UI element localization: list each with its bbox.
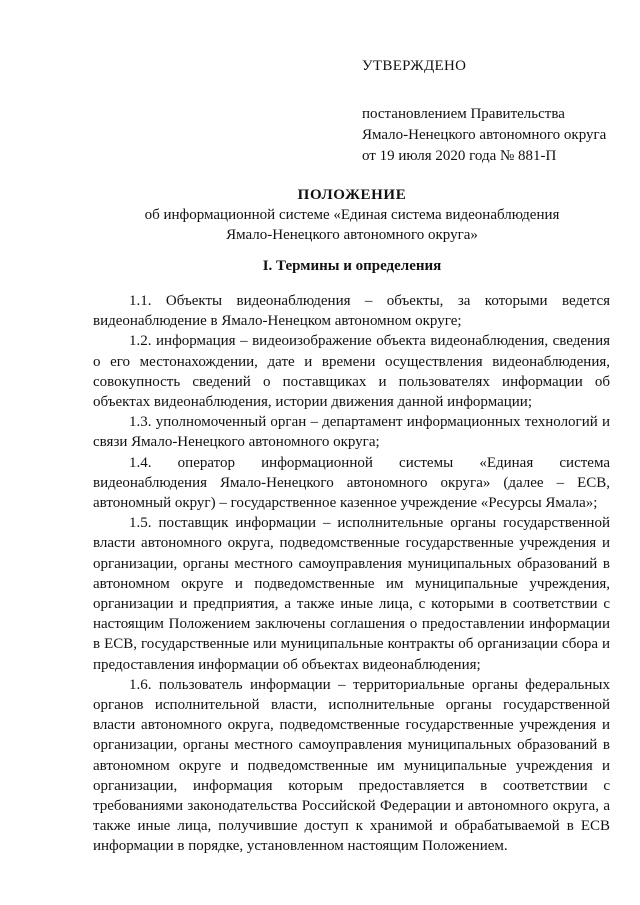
approval-stamp <box>362 56 606 167</box>
section-heading: I. Термины и определения <box>262 258 442 274</box>
document-title-block <box>92 185 612 245</box>
approved-label: УТВЕРЖДЕНО <box>362 58 467 74</box>
approval-authority-line: Ямало-Ненецкого автономного округа <box>362 127 607 143</box>
document-subtitle-line-1: об информационной системе «Единая система видеонаблюдения <box>144 207 560 223</box>
paragraph-1-5: 1.5. поставщик информации – исполнительные органы государственной власти автономного округа, подведомственные государственные учреждения и организации, органы местного самоуправления муниципальных образований в автономном округе и подведомственные им муниципальные учреждения, организации и предприятия, а также иные лица, с которыми в соответствии с настоящим Положением заключены соглашения о предоставлении информации в ЕСВ, государственные или муниципальные контракты об организации сбора и предоставления информации об объектах видеонаблюдения; <box>93 515 610 673</box>
document-subtitle-line-2: Ямало-Ненецкого автономного округа» <box>226 227 478 243</box>
paragraph-1-4: 1.4. оператор информационной системы «Единая система видеонаблюдения Ямало-Ненецкого автономного округа» (далее – ЕСВ, автономный округ) – государственное казенное учреждение «Ресурсы Ямала»; <box>93 454 610 512</box>
paragraph-1-1: 1.1. Объекты видеонаблюдения – объекты, за которыми ведется видеонаблюдение в Ямало-Ненецком автономном округе; <box>93 293 610 330</box>
document-body <box>93 291 610 857</box>
approval-resolution-line: постановлением Правительства <box>362 106 565 122</box>
paragraph-1-3: 1.3. уполномоченный орган – департамент информационных технологий и связи Ямало-Ненецкого автономного округа; <box>93 414 610 451</box>
paragraph-1-6: 1.6. пользователь информации – территориальные органы федеральных органов исполнительной власти, исполнительные органы государственной власти автономного округа, подведомственные государственные учреждения и организации, органы местного самоуправления муниципальных образований в автономном округе и подведомственные им муниципальные учреждения и организации, информация которым предоставляется в соответствии с требованиями законодательства Российской Федерации и автономного округа, а также иные лица, получившие доступ к хранимой и обрабатываемой в ЕСВ информации в порядке, установленном настоящим Положением. <box>93 676 610 855</box>
document-title: ПОЛОЖЕНИЕ <box>297 187 407 203</box>
approval-date-line: от 19 июля 2020 года № 881-П <box>362 148 557 164</box>
paragraph-1-2: 1.2. информация – видеоизображение объекта видеонаблюдения, сведения о его местонахождении, дате и времени осуществления видеонаблюдения, совокупность сведений о поставщиках и пользователях информации об объектах видеонаблюдения, истории движения данной информации; <box>93 333 610 411</box>
